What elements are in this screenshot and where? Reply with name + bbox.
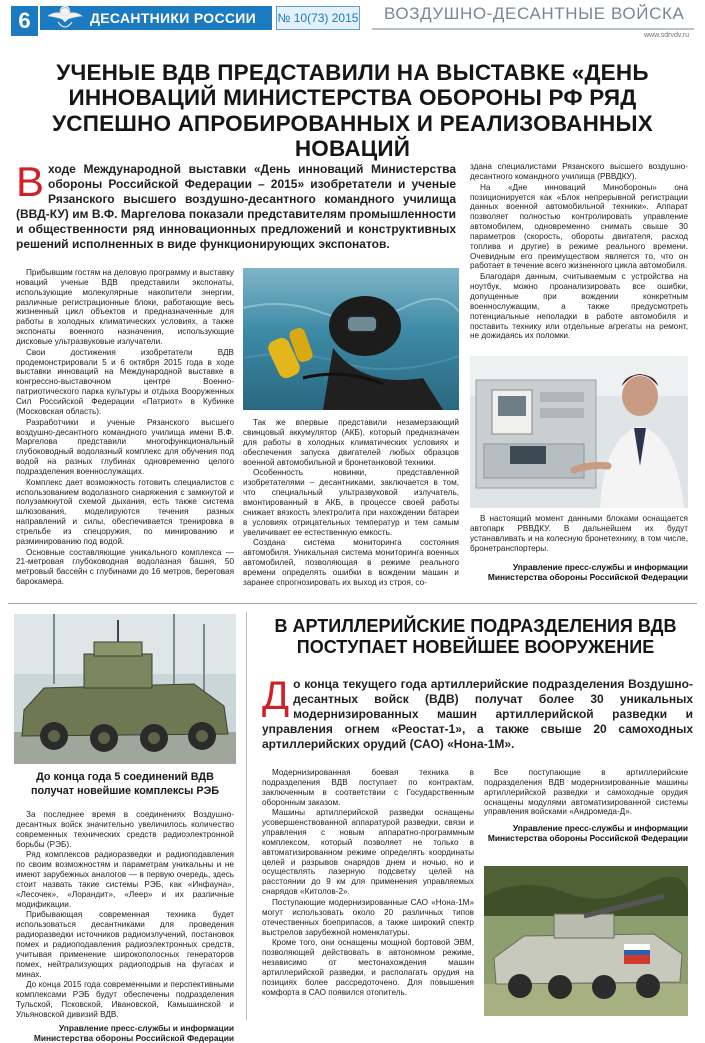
paragraph: Комплекс дает возможность готовить специалистов с использованием водолазного снаряжения с замкнутой и полузамкнутой схемой дыхания, есть также система шлюзования, моделируются течения разных направлений и силы, обеспечивается тренировка в стрельбе из спецоружия, по минированию и разминированию под водой. <box>16 477 234 546</box>
press-signature: Управление пресс-службы и информации Министерства обороны Российской Федерации <box>487 823 688 844</box>
page-header <box>0 0 705 42</box>
site-url: www.sdrvdv.ru <box>644 32 689 39</box>
paragraph: Создана система мониторинга состояния автомобиля. Уникальная система мониторинга военных автомобилей, позволяющая в режиме реального времени определять ошибки в вождении машин и заранее спрогнозировать их выход из строя, со- <box>243 538 459 587</box>
paragraph: Прибывающая современная техника будет использоваться десантниками для проведения радиоразведки источников радиоизлучений, постановок помех и радиоподавления радиоэлектронных средств, учитывая применение широкополосных генераторов помех, нейтрализующих радиоподрыв на фугасах и минах. <box>16 910 234 979</box>
diver-photo <box>243 268 459 410</box>
article3-lead <box>262 674 693 751</box>
ew-vehicle-photo <box>14 614 236 764</box>
section-divider <box>8 603 697 604</box>
paragraph: Благодаря данным, считываемым с устройства на ноутбук, можно проанализировать все ошибки, допущенные при вождении конкретным военнослужащим, а также предусмотреть потенциальные неполадки в работе автомобиля и поставить технику или отдельные агрегаты на ремонт, не дожидаясь их поломки. <box>470 272 688 341</box>
engineer-photo <box>470 356 688 508</box>
lead-text: о конца текущего года артиллерийские подразделения Воздушно-десантных войск (ВДВ) получат более 30 уникальных модернизированных машин артиллерийской разведки и управления огнем «Реостат-1», а также свыше 20 самоходных артиллерийских орудий (САО) «Нона-1М». <box>262 677 693 751</box>
header-rule <box>372 28 694 30</box>
paragraph: Основные составляющие уникального комплекса — 21-метровая глубоководная водолазная башня, 50 метровый бассейн с глубинами до 16 метров, береговая барокамера. <box>16 547 234 587</box>
paragraph: Модернизированная боевая техника в подразделения ВДВ поступает по контрактам, заключенным в соответствии с Государственным оборонным заказом. <box>262 768 474 807</box>
dropcap: В <box>16 158 45 205</box>
article3-headline: В АРТИЛЛЕРИЙСКИЕ ПОДРАЗДЕЛЕНИЯ ВДВ ПОСТУПАЕТ НОВЕЙШЕЕ ВООРУЖЕНИЕ <box>274 616 677 658</box>
paragraph: Особенность новинки, представленной изобретателями – десантниками, заключается в том, что специальный ультразвуковой излучатель, вмонтированный в АКБ, в процессе своей работы снижает вязкость электролита при нахождении батареи в условиях отрицательных температур и тем самым увеличивает ее естественную емкость. <box>243 468 459 537</box>
press-signature: Управление пресс-службы и информации Министерства обороны Российской Федерации <box>33 1022 234 1043</box>
article2-headline: До конца года 5 соединений ВДВ получат новейшие комплексы РЭБ <box>30 771 220 798</box>
article1-column-left <box>16 268 234 588</box>
lead-text: ходе Международной выставки «День инноваций Министерства обороны Российской Федерации – 2015» изобретатели и ученые Рязанского высшего воздушно-десантного командного училища (ВВД-КУ) им В.Ф. Маргелова показали представителям промышленности и общественности ряд инновационных предложений и конструктивных решений исполненных в виде функционирующих экспонатов. <box>16 162 456 251</box>
press-signature: Управление пресс-службы и информации Министерства обороны Российской Федерации <box>487 562 688 583</box>
paragraph: За последнее время в соединениях Воздушно-десантных войск значительно увеличилось количество современных технических средств радиоэлектронной борьбы (РЭБ). <box>16 810 234 849</box>
magazine-title: ДЕСАНТНИКИ РОССИИ <box>90 10 257 26</box>
article2-body <box>16 810 234 1043</box>
issue-number: № 10(73) 2015 <box>276 6 360 30</box>
article1-column-right <box>470 162 688 342</box>
section-title: ВОЗДУШНО-ДЕСАНТНЫЕ ВОЙСКА <box>384 4 685 23</box>
paragraph: здана специалистами Рязанского высшего воздушно-десантного командного училища (РВВДКУ). <box>470 162 688 181</box>
article1-headline: УЧЕНЫЕ ВДВ ПРЕДСТАВИЛИ НА ВЫСТАВКЕ «ДЕНЬ ИННОВАЦИЙ МИНИСТЕРСТВА ОБОРОНЫ РФ РЯД УСПЕШНО АПРОБИРОВАННЫХ И РЕАЛИЗОВАННЫХ НОВАЦИЙ <box>52 60 653 162</box>
photo-caption: В настоящий момент данными блоками оснащается автопарк РВВДКУ. В дальнейшем их будут устанавливать и на колесную бронетехнику, в том числе, бронетранспортеры. <box>470 514 688 553</box>
paragraph: Кроме того, они оснащены мощной бортовой ЭВМ, позволяющей действовать в автономном режиме, независимо от местонахождения машин артиллерийской разведки, и располагать орудия на позициях более рассредоточено. Для повышения комфорта в САО появился отопитель. <box>262 938 474 997</box>
article1-lead <box>16 158 456 252</box>
page-number: 6 <box>11 6 38 36</box>
paragraph: Ряд комплексов радиоразведки и радиоподавления по своим возможностям и параметрам уникальны и не имеют зарубежных аналогов — в первую очередь, здесь стоит назвать такие системы РЭБ, как «Инфауна», «Лесочек», «Лорандит», «Леер» и их различные модификации. <box>16 850 234 909</box>
paragraph: Все поступающие в артиллерийские подразделения ВДВ модернизированные машины артиллерийской разведки и самоходные орудия оснащены модулями автоматизированной системы управления войсками «Андромеда-Д». <box>484 768 688 817</box>
paragraph: Поступающие модернизированные САО «Нона-1М» могут использовать около 20 различных типов отечественных боеприпасов, а также широкий спектр выстрелов зарубежной номенклатуры. <box>262 897 474 937</box>
nona-vehicle-photo <box>484 866 688 1016</box>
vdv-emblem-icon <box>46 2 84 36</box>
paragraph: На «Дне инноваций Минобороны» она позиционируется как «Блок непрерывной регистрации данных военной автомобильной техники». Аппарат позволяет полностью контролировать управление автомобилем, одновременно снимать свыше 30 параметров (скорость, обороты двигателя, расход топлива и другие) в режиме реального времени. Очевидным его преимуществом является то, что он работает в течение всего жизненного цикла автомобиля. <box>470 182 688 271</box>
paragraph: Свои достижения изобретатели ВДВ продемонстрировали 5 и 6 октября 2015 года в ходе выставки инноваций на Международной выставке в конгрессно-выставочном центре Военно-патриотического парка культуры и отдыха Вооруженных Сил Российской Федерации «Патриот» в Кубинке (Московская область). <box>16 347 234 416</box>
article3-column-right <box>484 768 688 818</box>
paragraph: Так же впервые представили незамерзающий свинцовый аккумулятор (АКБ), который предназначен для работы в холодных климатических условиях и обеспечения запуска двигателей любых образцов военной автомобильной и бронетанковой техники. <box>243 418 459 467</box>
paragraph: Разработчики и ученые Рязанского высшего воздушно-десантного командного училища имени В.Ф. Маргелова представили многофункциональный глубоководный водолазный комплекс для обучения под водой на разных глубинах одновременно целого подразделения военнослужащих. <box>16 417 234 476</box>
article1-column-middle <box>243 418 459 588</box>
column-rule <box>246 612 247 1020</box>
article3-column-left <box>262 768 474 998</box>
dropcap: Д <box>262 674 290 718</box>
paragraph: До конца 2015 года современными и перспективными комплексами РЭБ будут обеспечены подразделения Тульской, Псковской, Ивановской, Камышинской и Ульяновской дивизий ВДВ. <box>16 980 234 1019</box>
paragraph: Прибывшим гостям на деловую программу и выставку новаций ученые ВДВ представили экспонаты, использующие молекулярные накопители энергии, различные регистрационные блоки, работающие весь жизненный цикл объектов и предназначенные для работы в холодных климатических условиях, а также экспонаты военного назначения, использующие дисковые ультразвуковые излучатели. <box>16 268 234 346</box>
paragraph: Машины артиллерийской разведки оснащены усовершенствованной аппаратурой разведки, связи и управления с новым аппаратно-программным комплексом, который позволяет не только в автоматизированном режиме определять координаты целей и разрывов снарядов днем и ночью, но и осуществлять лазерную подсветку целей на расстоянии до 9 км для применения управляемых снарядов «Китолов-2». <box>262 808 474 897</box>
